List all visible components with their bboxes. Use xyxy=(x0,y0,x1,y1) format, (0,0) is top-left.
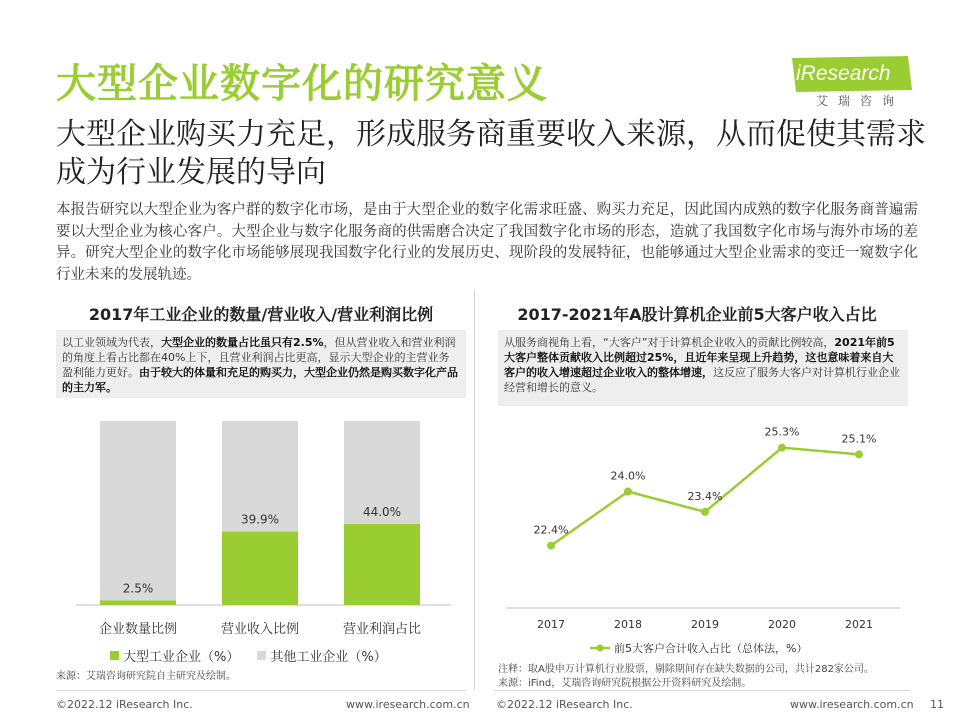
legend-marker xyxy=(597,645,604,652)
stacked-bar-chart xyxy=(56,405,466,665)
footer-url-right: www.iresearch.com.cn xyxy=(790,698,914,711)
right-note-text-2: 这反应了服务大客户对计算机行业企业经营和增长的意义。 xyxy=(504,366,900,394)
logo-text: iResearch xyxy=(796,62,891,85)
bar-legend xyxy=(110,646,387,665)
right-source: 来源：iFind，艾瑞咨询研究院根据公开资料研究及绘制。 xyxy=(498,678,752,689)
data-label-0: 22.4% xyxy=(533,523,569,537)
footer-copyright-right: ©2022.12 iResearch Inc. xyxy=(496,698,633,711)
right-note-text-1: 从服务商视角上看，“大客户”对于计算机企业收入的贡献比例较高， xyxy=(504,336,835,349)
left-footer-rule xyxy=(56,690,466,691)
bar-label-2: 44.0% xyxy=(362,505,402,520)
page-number: 11 xyxy=(930,698,944,711)
bar-large-2 xyxy=(344,524,420,605)
line-chart xyxy=(498,410,908,660)
x-tick-label-3: 2020 xyxy=(768,618,796,631)
right-footer-rule xyxy=(494,690,910,691)
data-label-3: 25.3% xyxy=(764,425,800,439)
legend-item-other xyxy=(257,646,386,665)
data-label-4: 25.1% xyxy=(841,432,877,446)
legend-swatch-other xyxy=(257,651,266,660)
footer-url-left: www.iresearch.com.cn xyxy=(346,698,470,711)
data-point-3 xyxy=(778,444,786,452)
right-chart-title: 2017-2021年A股计算机企业前5大客户收入占比 xyxy=(517,305,877,324)
bar-large-1 xyxy=(222,532,298,605)
x-tick-label-2: 2019 xyxy=(691,618,719,631)
x-tick-label-4: 2021 xyxy=(845,618,873,631)
intro-paragraph: 本报告研究以大型企业为客户群的数字化市场，是由于大型企业的数字化需求旺盛、购买力充足，因此国内成熟的数字化服务商普遍需要以大型企业为核心客户。大型企业与数字化服务商的供需磨合决定了我国数字化市场的形态，造就了我国数字化市场与海外市场的差异。研究大型企业的数字化市场能够展现我国数字化行业的发展历史、现阶段的发展特征，也能够通过大型企业需求的变迁一窥数字化行业未来的发展轨迹。 xyxy=(56,202,918,283)
data-point-4 xyxy=(855,450,863,458)
legend-item-large xyxy=(110,646,239,665)
left-note-box xyxy=(56,330,466,398)
legend-label-other: 其他工业企业（%） xyxy=(270,650,387,665)
right-note-bold-1: 2021年前5大客户整体贡献收入比例超过25%，且近年来呈现上升趋势，这也意味着来自大客户的收入增速超过企业收入的整体增速， xyxy=(504,336,895,379)
x-tick-label-0: 2017 xyxy=(537,618,565,631)
left-note-bold-2: 由于较大的体量和充足的购买力，大型企业仍然是购买数字化产品的主力军。 xyxy=(62,366,458,394)
right-note: 注释：取A股申万计算机行业股票，剔除期间存在缺失数据的公司，共计282家公司。 xyxy=(498,664,874,675)
data-point-0 xyxy=(547,542,555,550)
right-note-box xyxy=(498,330,908,406)
page-title: 大型企业数字化的研究意义 xyxy=(56,61,548,107)
data-point-2 xyxy=(701,508,709,516)
iresearch-logo xyxy=(786,54,914,110)
data-point-1 xyxy=(624,488,632,496)
left-note-text-2: ，但从营业收入和营业利润的角度上看占比都在40%上下，且营业利润占比更高，显示大型企业的主营业务盈利能力更好。 xyxy=(62,336,456,379)
bar-label-1: 39.9% xyxy=(240,512,280,527)
x-tick-label-0: 企业数量比例 xyxy=(98,622,178,637)
left-note-bold-1: 大型企业的数量占比虽只有2.5% xyxy=(161,336,324,349)
x-tick-label-2: 营业利润占比 xyxy=(342,622,422,637)
x-tick-label-1: 营业收入比例 xyxy=(220,622,300,637)
bar-other-0 xyxy=(100,421,176,600)
legend-label: 前5大客户合计收入占比（总体法，%） xyxy=(614,642,808,655)
page-subtitle: 大型企业购买力充足，形成服务商重要收入来源，从而促使其需求成为行业发展的导向 xyxy=(56,117,926,190)
logo-subtext: 艾瑞咨询 xyxy=(816,94,905,108)
legend-swatch-large xyxy=(110,651,119,660)
bar-label-0: 2.5% xyxy=(122,581,154,596)
footer-copyright-left: ©2022.12 iResearch Inc. xyxy=(56,698,193,711)
x-tick-label-1: 2018 xyxy=(614,618,642,631)
column-divider xyxy=(474,290,475,690)
bar-large-0 xyxy=(100,600,176,605)
left-source: 来源：艾瑞咨询研究院自主研究及绘制。 xyxy=(56,671,236,682)
legend-label-large: 大型工业企业（%） xyxy=(123,650,240,665)
left-note-text-1: 以工业领域为代表， xyxy=(62,336,161,349)
data-label-1: 24.0% xyxy=(610,469,646,483)
left-chart-title: 2017年工业企业的数量/营业收入/营业利润比例 xyxy=(88,305,434,324)
data-label-2: 23.4% xyxy=(687,489,723,503)
